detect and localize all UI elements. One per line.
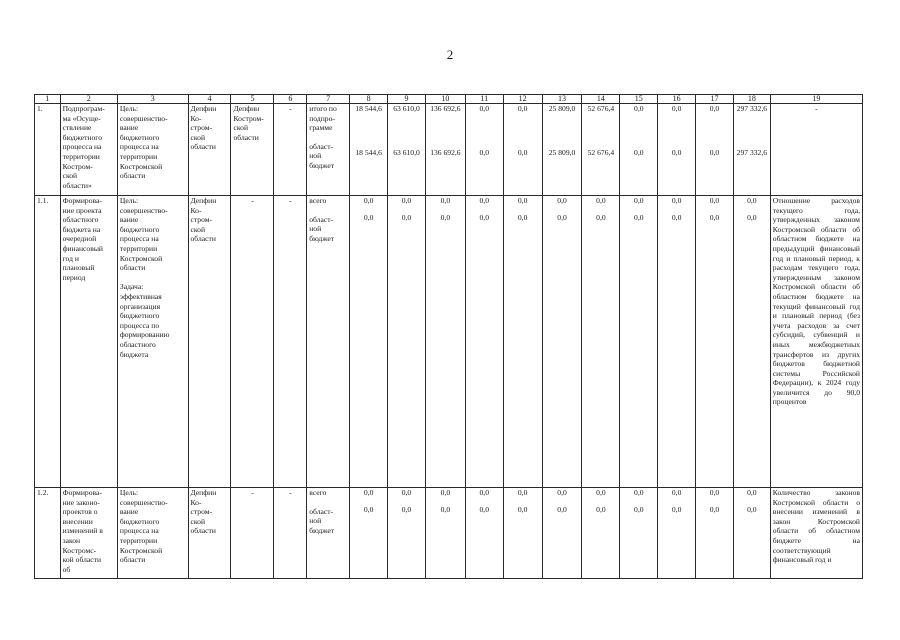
activity-goal: Цель: совершенство- вание бюджетного процесса на территории Костромской области bbox=[117, 488, 188, 579]
amount-total: 0,0 bbox=[517, 196, 528, 205]
participant: - bbox=[274, 488, 307, 579]
target-indicator: - bbox=[770, 104, 862, 196]
amount-cell bbox=[733, 104, 770, 196]
participant: - bbox=[274, 196, 307, 488]
amount-regional: 297 332,6 bbox=[736, 147, 768, 157]
amount-cell bbox=[620, 488, 658, 579]
amount-total: 0,0 bbox=[596, 488, 606, 497]
column-header: 18 bbox=[733, 95, 770, 104]
amount-cell bbox=[350, 104, 388, 196]
amount-total: 0,0 bbox=[634, 196, 644, 205]
amount-cell bbox=[582, 104, 620, 196]
amount-cell bbox=[425, 196, 465, 488]
amount-cell bbox=[388, 196, 426, 488]
amount-cell bbox=[425, 104, 465, 196]
funding-regional-label: област- ной бюджет bbox=[309, 214, 335, 243]
amount-regional: 0,0 bbox=[747, 504, 757, 514]
amount-total: 0,0 bbox=[557, 196, 567, 205]
amount-cell bbox=[620, 196, 658, 488]
amount-cell bbox=[542, 104, 582, 196]
column-header: 14 bbox=[582, 95, 620, 104]
responsible-executor: Депфин Ко- стром- ской области bbox=[188, 488, 231, 579]
amount-cell bbox=[503, 104, 542, 196]
row-number: 1.2. bbox=[35, 488, 61, 579]
responsible-executor: Депфин Ко- стром- ской области bbox=[188, 104, 231, 196]
funding-source bbox=[307, 196, 350, 488]
program-table bbox=[34, 94, 863, 579]
amount-total: 0,0 bbox=[363, 488, 374, 497]
amount-total: 0,0 bbox=[596, 196, 606, 205]
amount-regional: 0,0 bbox=[479, 212, 489, 222]
amount-regional: 0,0 bbox=[634, 212, 644, 222]
row-number: 1.1. bbox=[35, 196, 61, 488]
activity-goal: Цель: совершенство- вание бюджетного процесса на территории Костромской области Задача: эффективная организация бюджетного процесса по формированию областного бюджета bbox=[117, 196, 188, 488]
amount-regional: 25 809,0 bbox=[548, 147, 576, 157]
funding-source bbox=[307, 104, 350, 196]
amount-regional: 0,0 bbox=[747, 212, 757, 222]
column-header: 17 bbox=[696, 95, 734, 104]
amount-total: 0,0 bbox=[440, 488, 451, 497]
funding-total-label: итого по подпро- грамме bbox=[309, 104, 337, 133]
column-header: 4 bbox=[188, 95, 231, 104]
funding-source bbox=[307, 488, 350, 579]
funding-total-label: всего bbox=[309, 488, 327, 497]
amount-cell bbox=[658, 488, 696, 579]
amount-total: 0,0 bbox=[671, 104, 682, 113]
column-header: 1 bbox=[35, 95, 61, 104]
amount-cell bbox=[503, 488, 542, 579]
column-header: 10 bbox=[425, 95, 465, 104]
column-header: 13 bbox=[542, 95, 582, 104]
participant: - bbox=[274, 104, 307, 196]
amount-cell bbox=[696, 488, 734, 579]
amount-cell bbox=[696, 104, 734, 196]
amount-total: 0,0 bbox=[747, 488, 757, 497]
activity-name: Формирова- ние законо- проектов о внесении изменений в закон Костромс- кой области об bbox=[60, 488, 117, 579]
amount-cell bbox=[696, 196, 734, 488]
amount-cell bbox=[465, 196, 503, 488]
co-executor: Депфин Костром- ской области bbox=[231, 104, 274, 196]
amount-regional: 0,0 bbox=[363, 504, 374, 514]
column-header: 5 bbox=[231, 95, 274, 104]
column-header: 16 bbox=[658, 95, 696, 104]
amount-regional: 0,0 bbox=[634, 504, 644, 514]
column-header: 19 bbox=[770, 95, 862, 104]
amount-regional: 0,0 bbox=[557, 504, 567, 514]
amount-total: 0,0 bbox=[517, 488, 528, 497]
table-row bbox=[35, 196, 863, 488]
amount-cell bbox=[503, 196, 542, 488]
amount-regional: 0,0 bbox=[440, 212, 451, 222]
amount-cell bbox=[658, 196, 696, 488]
column-header: 2 bbox=[60, 95, 117, 104]
amount-total: 0,0 bbox=[517, 104, 528, 113]
amount-regional: 0,0 bbox=[517, 212, 528, 222]
amount-total: 0,0 bbox=[557, 488, 567, 497]
amount-regional: 52 676,4 bbox=[587, 147, 615, 157]
amount-regional: 0,0 bbox=[709, 504, 720, 514]
amount-total: 0,0 bbox=[634, 488, 644, 497]
amount-regional: 0,0 bbox=[479, 147, 489, 157]
amount-regional: 0,0 bbox=[517, 504, 528, 514]
program-name: Подпрограм- ма «Осуще- ствление бюджетного процесса на территории Костром- ской области» bbox=[60, 104, 117, 196]
amount-regional: 0,0 bbox=[401, 504, 412, 514]
amount-regional: 0,0 bbox=[709, 147, 720, 157]
page-number: 2 bbox=[446, 47, 454, 62]
amount-cell bbox=[733, 488, 770, 579]
amount-total: 136 692,6 bbox=[430, 104, 461, 113]
amount-cell bbox=[465, 488, 503, 579]
amount-total: 0,0 bbox=[479, 488, 489, 497]
amount-regional: 0,0 bbox=[479, 504, 489, 514]
table-row bbox=[35, 488, 863, 579]
amount-total: 0,0 bbox=[747, 196, 757, 205]
funding-regional-label: област- ной бюджет bbox=[309, 506, 335, 535]
column-header: 8 bbox=[350, 95, 388, 104]
column-header: 7 bbox=[307, 95, 350, 104]
column-header: 3 bbox=[117, 95, 188, 104]
amount-regional: 0,0 bbox=[596, 504, 606, 514]
amount-regional: 0,0 bbox=[363, 212, 374, 222]
amount-regional: 0,0 bbox=[596, 212, 606, 222]
amount-cell bbox=[350, 196, 388, 488]
amount-total: 0,0 bbox=[634, 104, 644, 113]
amount-cell bbox=[542, 488, 582, 579]
amount-total: 297 332,6 bbox=[736, 104, 768, 113]
column-header: 15 bbox=[620, 95, 658, 104]
responsible-executor: Депфин Ко- стром- ской области bbox=[188, 196, 231, 488]
amount-regional: 63 610,0 bbox=[393, 147, 420, 157]
amount-regional: 0,0 bbox=[557, 212, 567, 222]
amount-regional: 18 544,6 bbox=[355, 147, 382, 157]
amount-cell bbox=[620, 104, 658, 196]
amount-total: 52 676,4 bbox=[587, 104, 615, 113]
amount-total: 0,0 bbox=[401, 488, 412, 497]
amount-cell bbox=[465, 104, 503, 196]
amount-total: 0,0 bbox=[709, 104, 720, 113]
amount-cell bbox=[350, 488, 388, 579]
target-indicator: Отношение расходов текущего года, утвержденных законом Костромской области об областном бюджете на предыдущий финансовый год и плановый период, к расходам текущего года, утвержденным законом Костромской области об областном бюджете на текущий финансовый год и плановый период (без учета расходов за счет субсидий, субвенций и иных межбюджетных трансфертов из других бюджетов бюджетной системы Российской Федерации), к 2024 году увеличится до 90,0 процентов bbox=[770, 196, 862, 488]
amount-total: 0,0 bbox=[401, 196, 412, 205]
amount-total: 0,0 bbox=[709, 196, 720, 205]
amount-cell bbox=[388, 488, 426, 579]
co-executor: - bbox=[231, 488, 274, 579]
amount-regional: 0,0 bbox=[440, 504, 451, 514]
amount-total: 25 809,0 bbox=[548, 104, 576, 113]
amount-regional: 0,0 bbox=[401, 212, 412, 222]
amount-total: 18 544,6 bbox=[355, 104, 382, 113]
amount-total: 0,0 bbox=[363, 196, 374, 205]
funding-regional-label: област- ной бюджет bbox=[309, 141, 335, 170]
column-header: 6 bbox=[274, 95, 307, 104]
activity-name: Формирова- ние проекта областного бюджета на очередной финансовый год и плановый период bbox=[60, 196, 117, 488]
amount-total: 63 610,0 bbox=[393, 104, 420, 113]
amount-cell bbox=[582, 488, 620, 579]
program-goal: Цель: совершенство- вание бюджетного процесса на территории Костромской области bbox=[117, 104, 188, 196]
amount-regional: 0,0 bbox=[671, 147, 682, 157]
amount-total: 0,0 bbox=[479, 196, 489, 205]
amount-cell bbox=[388, 104, 426, 196]
amount-regional: 136 692,6 bbox=[430, 147, 461, 157]
column-header: 11 bbox=[465, 95, 503, 104]
column-header: 12 bbox=[503, 95, 542, 104]
amount-total: 0,0 bbox=[709, 488, 720, 497]
row-number: 1. bbox=[35, 104, 61, 196]
amount-regional: 0,0 bbox=[634, 147, 644, 157]
table-row bbox=[35, 104, 863, 196]
amount-total: 0,0 bbox=[671, 196, 682, 205]
amount-regional: 0,0 bbox=[671, 504, 682, 514]
amount-regional: 0,0 bbox=[709, 212, 720, 222]
amount-regional: 0,0 bbox=[517, 147, 528, 157]
amount-total: 0,0 bbox=[479, 104, 489, 113]
amount-regional: 0,0 bbox=[671, 212, 682, 222]
amount-cell bbox=[425, 488, 465, 579]
column-number-row bbox=[35, 95, 863, 104]
amount-total: 0,0 bbox=[671, 488, 682, 497]
co-executor: - bbox=[231, 196, 274, 488]
funding-total-label: всего bbox=[309, 196, 327, 205]
column-header: 9 bbox=[388, 95, 426, 104]
target-indicator: Количество законов Костромской области о внесении изменений в закон Костромской области об областном бюджете на соответствующий финансовый год и bbox=[770, 488, 862, 579]
amount-cell bbox=[582, 196, 620, 488]
amount-total: 0,0 bbox=[440, 196, 451, 205]
amount-cell bbox=[658, 104, 696, 196]
amount-cell bbox=[542, 196, 582, 488]
amount-cell bbox=[733, 196, 770, 488]
